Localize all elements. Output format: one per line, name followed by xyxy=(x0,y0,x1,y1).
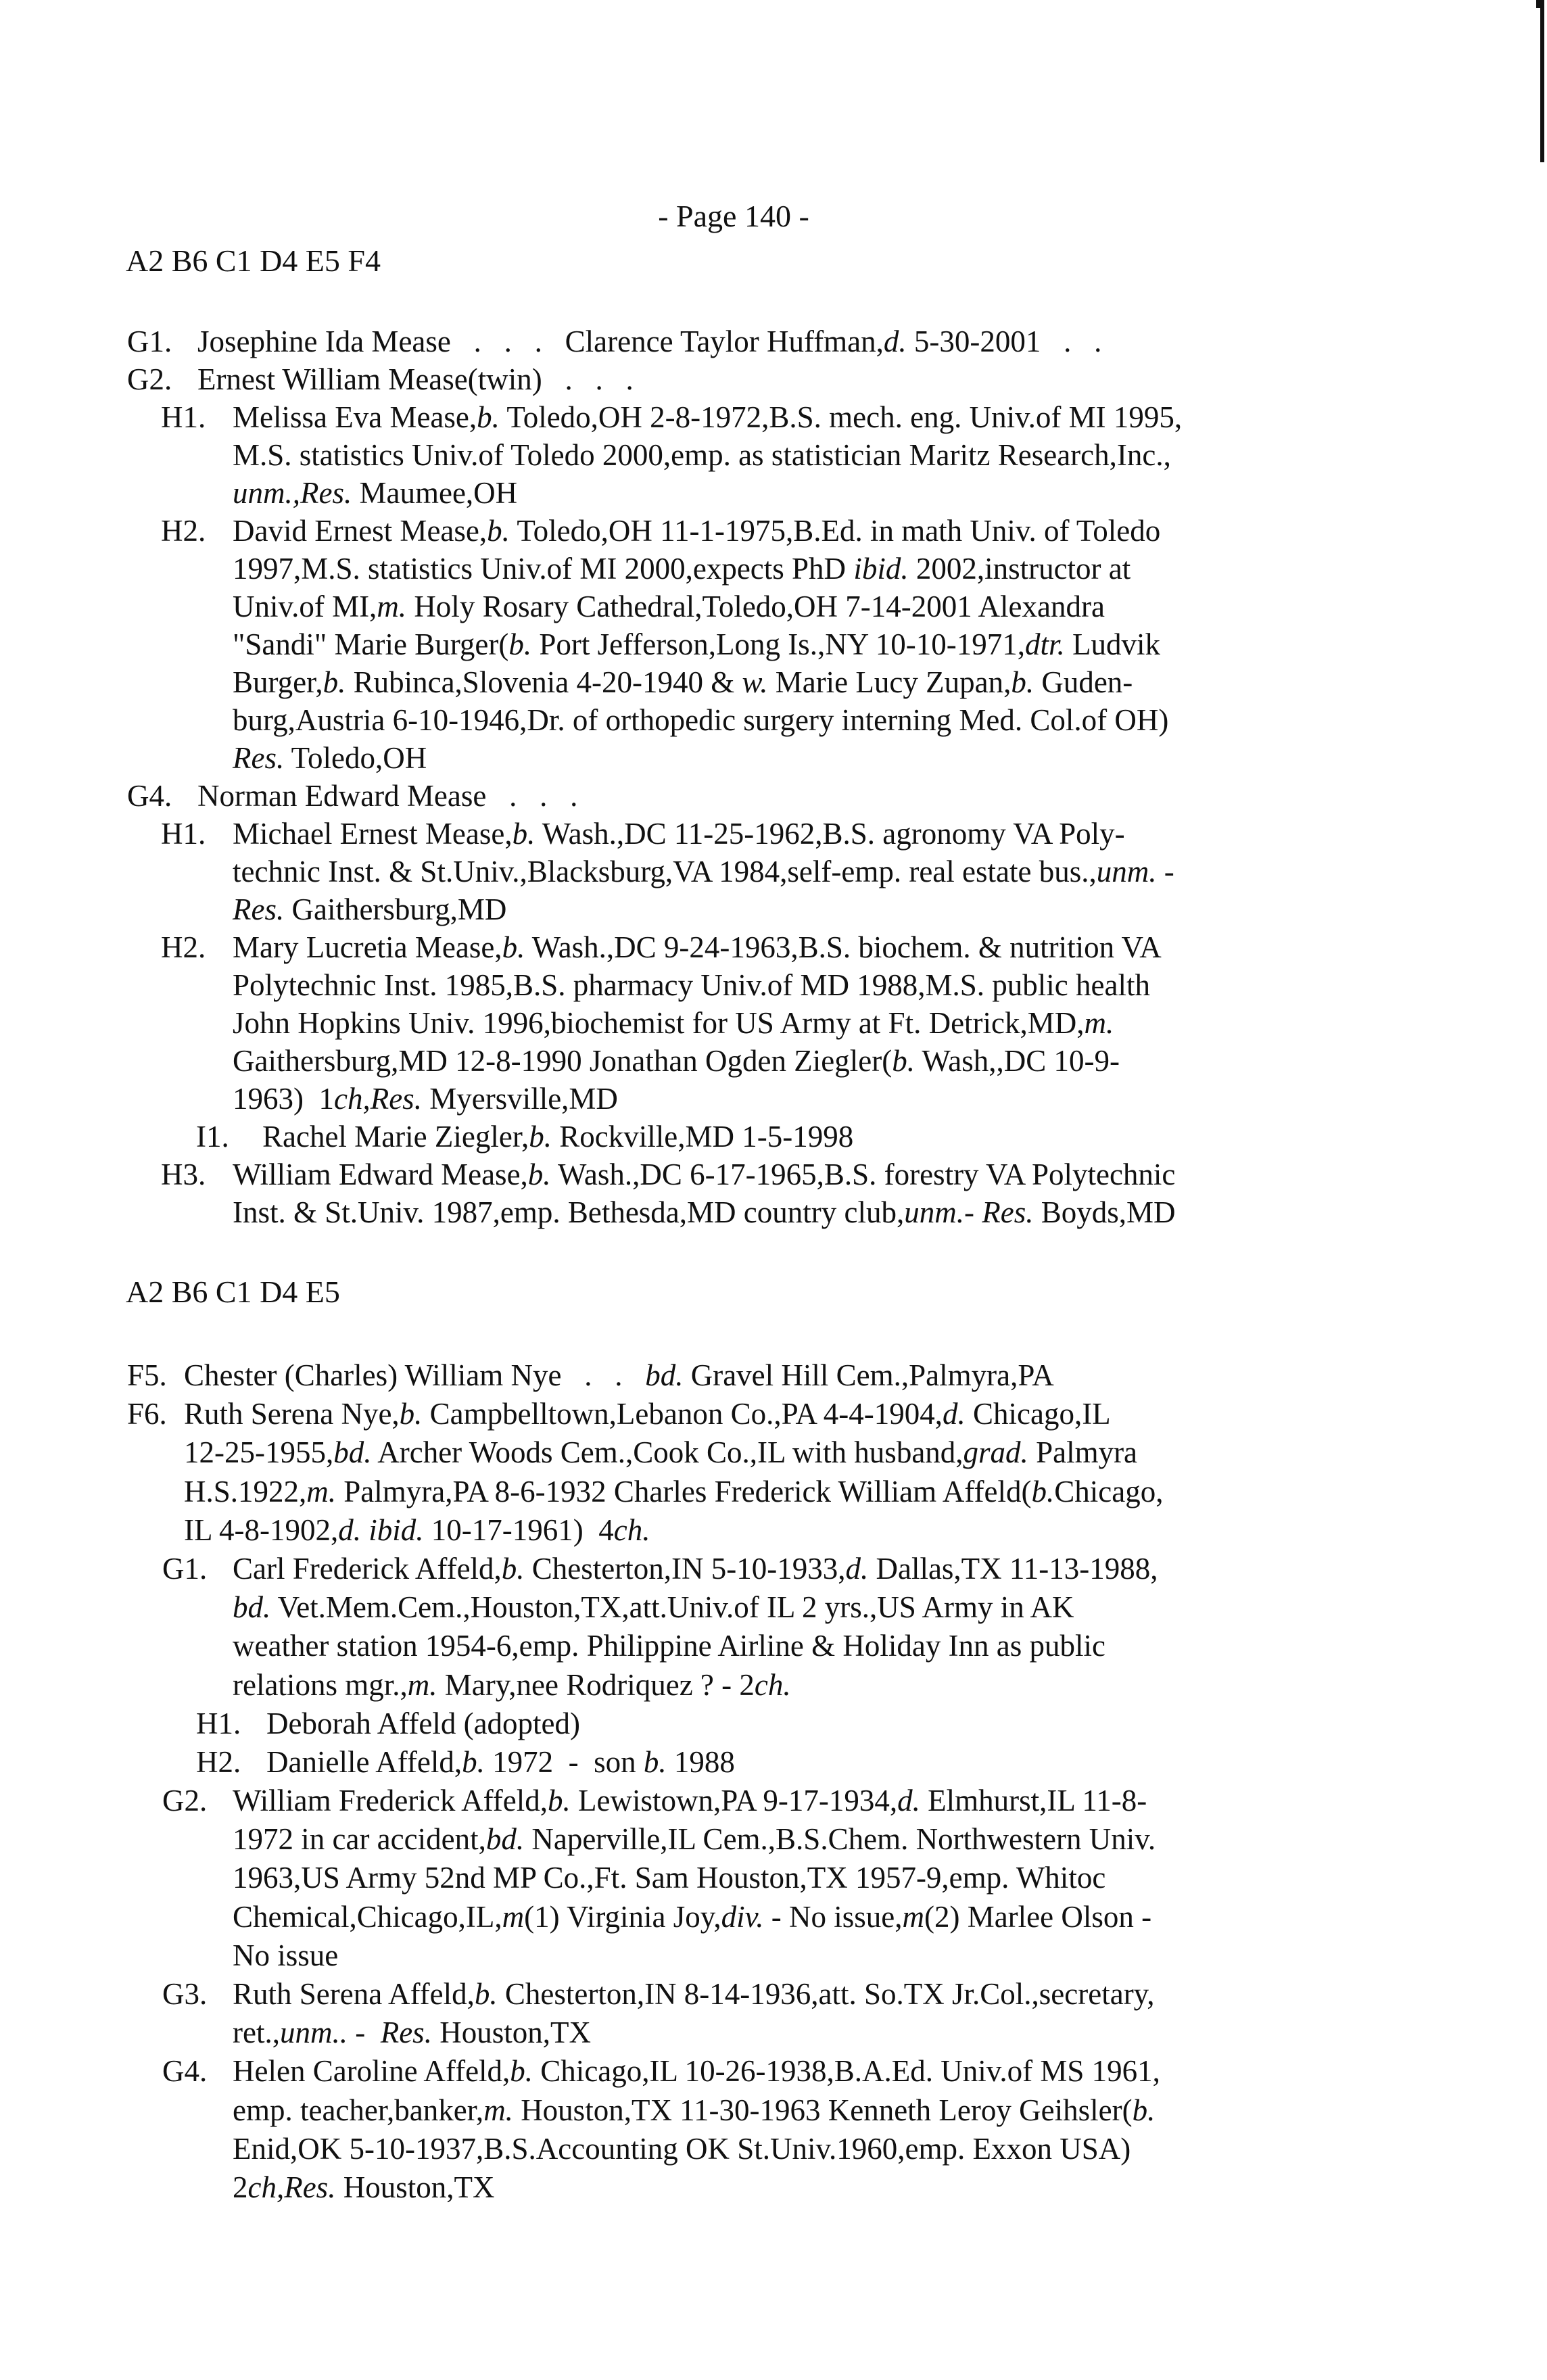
entry-line xyxy=(0,815,1547,853)
text-segment: Maumee,OH xyxy=(352,476,518,510)
italic-abbreviation: bd. xyxy=(645,1358,684,1392)
entry-continuation-line xyxy=(0,625,1547,663)
text-segment: Michael Ernest Mease, xyxy=(233,817,513,851)
entry-text xyxy=(233,2130,1130,2168)
leader-dots: . . xyxy=(1041,325,1102,358)
text-segment: Port Jefferson,Long Is.,NY 10-10-1971, xyxy=(531,627,1025,661)
text-segment: Wash.,DC 11-25-1962,B.S. agronomy VA Poly- xyxy=(535,817,1125,851)
italic-abbreviation: b. xyxy=(399,1397,423,1431)
text-segment: Gravel Hill Cem.,Palmyra,PA xyxy=(683,1358,1054,1392)
lineage-header-1: A2 B6 C1 D4 E5 F4 xyxy=(126,243,381,278)
entry-label: H2. xyxy=(161,930,206,964)
italic-abbreviation: b. xyxy=(529,1120,552,1153)
text-segment: relations mgr., xyxy=(233,1667,408,1702)
italic-abbreviation: Res. xyxy=(233,741,285,775)
entry-label: H1. xyxy=(161,400,206,434)
entry-text xyxy=(233,2052,1160,2091)
text-segment: Gaithersburg,MD 12-8-1990 Jonathan Ogden Ziegler( xyxy=(233,1044,892,1078)
italic-abbreviation: b. xyxy=(501,1551,525,1586)
text-segment: - xyxy=(963,1195,982,1229)
entry-continuation-line xyxy=(0,2168,1547,2207)
italic-abbreviation: d. xyxy=(942,1397,966,1431)
genealogy-section-2 xyxy=(0,1356,1547,2207)
text-segment: Danielle Affeld, xyxy=(266,1744,462,1779)
italic-abbreviation: b. xyxy=(547,1784,571,1818)
italic-abbreviation: grad. xyxy=(963,1435,1028,1470)
text-segment: 1997,M.S. statistics Univ.of MI 2000,expects PhD xyxy=(233,552,854,586)
entry-line xyxy=(0,1743,1547,1782)
entry-text xyxy=(233,966,1150,1004)
text-segment: Toledo,OH xyxy=(284,741,427,775)
text-segment: Deborah Affeld (adopted) xyxy=(266,1706,580,1740)
italic-abbreviation: m xyxy=(502,1899,525,1934)
entry-text xyxy=(233,1627,1105,1665)
italic-abbreviation: b. xyxy=(892,1044,915,1078)
text-segment: Toledo,OH 2-8-1972,B.S. mech. eng. Univ.of MI 1995, xyxy=(499,400,1183,434)
entry-text xyxy=(184,1473,1163,1511)
text-segment: Ludvik xyxy=(1064,627,1161,661)
italic-abbreviation: Res. xyxy=(982,1195,1034,1229)
text-segment: Enid,OK 5-10-1937,B.S.Accounting OK St.Univ.1960,emp. Exxon USA) xyxy=(233,2131,1131,2166)
entry-label: F6. xyxy=(127,1397,167,1431)
text-segment: 5-30-2001 xyxy=(906,325,1041,358)
entry-line xyxy=(0,1550,1547,1588)
entry-continuation-line xyxy=(0,853,1547,890)
text-segment: Melissa Eva Mease, xyxy=(233,400,477,434)
italic-abbreviation: div. xyxy=(721,1899,764,1934)
italic-abbreviation: ch,Res. xyxy=(334,1082,422,1116)
text-segment: Dallas,TX 11-13-1988, xyxy=(868,1551,1158,1586)
entry-text xyxy=(233,2168,494,2207)
entry-line xyxy=(0,777,1547,815)
text-segment: weather station 1954-6,emp. Philippine Airline & Holiday Inn as public xyxy=(233,1629,1106,1663)
italic-abbreviation: bd. xyxy=(233,1590,271,1625)
entry-text xyxy=(233,815,1125,853)
entry-continuation-line xyxy=(0,2091,1547,2130)
text-segment: - xyxy=(1156,855,1174,888)
italic-abbreviation: m. xyxy=(407,1667,437,1702)
text-segment: - xyxy=(347,2016,381,2050)
text-segment: Wash.,DC 6-17-1965,B.S. forestry VA Polytechnic xyxy=(550,1158,1176,1191)
entry-text xyxy=(233,1975,1155,2014)
italic-abbreviation: bd. xyxy=(333,1435,372,1470)
text-segment: Mary,nee Rodriquez ? - 2 xyxy=(437,1667,755,1702)
leader-dots: . . . xyxy=(486,779,578,813)
italic-abbreviation: b. xyxy=(462,1744,485,1779)
text-segment: Josephine Ida Mease xyxy=(197,325,451,358)
entry-text xyxy=(262,1118,853,1156)
page-number: - Page 140 - xyxy=(658,199,809,233)
entry-text xyxy=(233,890,506,928)
entry-continuation-line xyxy=(0,1004,1547,1042)
text-segment: 1988 xyxy=(666,1744,735,1779)
entry-line xyxy=(0,323,1547,360)
entry-line xyxy=(0,1118,1547,1156)
text-segment: Chemical,Chicago,IL, xyxy=(233,1899,502,1934)
text-segment: Chicago, xyxy=(1054,1474,1164,1508)
entry-line xyxy=(0,1705,1547,1743)
entry-continuation-line xyxy=(0,474,1547,512)
entry-continuation-line xyxy=(0,1433,1547,1472)
italic-abbreviation: b. xyxy=(487,514,510,548)
entry-label: H1. xyxy=(196,1706,241,1740)
entry-text xyxy=(233,853,1174,890)
text-segment: William Edward Mease, xyxy=(233,1158,528,1191)
entry-continuation-line xyxy=(0,663,1547,701)
italic-abbreviation: w. xyxy=(742,665,768,699)
text-segment: Houston,TX xyxy=(431,2016,591,2050)
entry-continuation-line xyxy=(0,1898,1547,1936)
text-segment: Inst. & St.Univ. 1987,emp. Bethesda,MD country club, xyxy=(233,1195,905,1229)
text-segment: 2 xyxy=(233,2170,248,2204)
text-segment: Rockville,MD 1-5-1998 xyxy=(552,1120,854,1153)
text-segment: Ernest William Mease(twin) xyxy=(197,362,542,396)
text-segment: "Sandi" Marie Burger( xyxy=(233,627,509,661)
text-segment: Holy Rosary Cathedral,Toledo,OH 7-14-2001 Alexandra xyxy=(406,590,1105,623)
leader-dots: . . . xyxy=(542,362,634,396)
entry-continuation-line xyxy=(0,1588,1547,1627)
entry-label: I1. xyxy=(196,1120,229,1153)
italic-abbreviation: Res. xyxy=(233,892,285,926)
entry-label: H2. xyxy=(161,514,206,548)
entry-continuation-line xyxy=(0,1627,1547,1665)
text-segment: Elmhurst,IL 11-8- xyxy=(920,1784,1147,1818)
text-segment: Chester (Charles) William Nye xyxy=(184,1358,562,1392)
entry-continuation-line xyxy=(0,1511,1547,1550)
text-segment: (1) Virginia Joy, xyxy=(524,1899,721,1934)
scan-edge-line xyxy=(1540,0,1544,162)
entry-line xyxy=(0,928,1547,966)
text-segment: Marie Lucy Zupan, xyxy=(767,665,1012,699)
text-segment: Toledo,OH 11-1-1975,B.Ed. in math Univ. of Toledo xyxy=(509,514,1161,548)
entry-continuation-line xyxy=(0,2130,1547,2168)
text-segment: 1963,US Army 52nd MP Co.,Ft. Sam Houston,TX 1957-9,emp. Whitoc xyxy=(233,1861,1106,1895)
italic-abbreviation: d. xyxy=(845,1551,869,1586)
entry-label: G4. xyxy=(162,2054,208,2089)
italic-abbreviation: b. xyxy=(1031,1474,1055,1508)
italic-abbreviation: m. xyxy=(306,1474,337,1508)
italic-abbreviation: dtr. xyxy=(1025,627,1065,661)
italic-abbreviation: unm. xyxy=(904,1195,964,1229)
text-segment: ret., xyxy=(233,2016,280,2050)
entry-continuation-line xyxy=(0,1042,1547,1080)
entry-text xyxy=(266,1743,735,1782)
italic-abbreviation: d. xyxy=(883,325,907,358)
text-segment: Mary Lucretia Mease, xyxy=(233,930,502,964)
entry-continuation-line xyxy=(0,966,1547,1004)
entry-line xyxy=(0,1156,1547,1193)
entry-text xyxy=(233,701,1168,739)
italic-abbreviation: b. xyxy=(1011,665,1034,699)
entry-line xyxy=(0,1975,1547,2014)
entry-text xyxy=(233,1588,1074,1627)
text-segment: Helen Caroline Affeld, xyxy=(233,2054,510,2089)
entry-label: G4. xyxy=(127,779,172,813)
entry-text xyxy=(197,777,577,815)
entry-text xyxy=(233,1898,1151,1936)
italic-abbreviation: b. xyxy=(508,627,532,661)
entry-text xyxy=(197,360,634,398)
text-segment: Polytechnic Inst. 1985,B.S. pharmacy Univ.of MD 1988,M.S. public health xyxy=(233,968,1150,1002)
italic-abbreviation: ch. xyxy=(754,1667,791,1702)
italic-abbreviation: b. xyxy=(323,665,346,699)
text-segment: 2002,instructor at xyxy=(908,552,1131,586)
entry-label: F5. xyxy=(127,1358,167,1392)
text-segment: Campbelltown,Lebanon Co.,PA 4-4-1904, xyxy=(422,1397,943,1431)
text-segment: Chesterton,IN 5-10-1933, xyxy=(524,1551,846,1586)
entry-text xyxy=(233,1042,1120,1080)
entry-text xyxy=(184,1356,1054,1395)
text-segment: Naperville,IL Cem.,B.S.Chem. Northwestern Univ. xyxy=(524,1822,1156,1857)
entry-label: G3. xyxy=(162,1977,208,2011)
italic-abbreviation: d. xyxy=(897,1784,920,1818)
entry-text xyxy=(233,1782,1147,1820)
text-segment: 12-25-1955, xyxy=(184,1435,334,1470)
entry-line xyxy=(0,360,1547,398)
entry-text xyxy=(233,663,1133,701)
text-segment: Myersville,MD xyxy=(421,1082,618,1116)
text-segment: H.S.1922, xyxy=(184,1474,307,1508)
entry-continuation-line xyxy=(0,1193,1547,1231)
italic-abbreviation: ch. xyxy=(613,1513,650,1547)
entry-label: G1. xyxy=(162,1551,208,1586)
entry-text xyxy=(197,323,1101,360)
text-segment: Burger, xyxy=(233,665,323,699)
text-segment: William Frederick Affeld, xyxy=(233,1784,548,1818)
text-segment: Houston,TX xyxy=(335,2170,495,2204)
text-segment: Univ.of MI, xyxy=(233,590,377,623)
text-segment: Clarence Taylor Huffman, xyxy=(565,325,884,358)
text-segment: Vet.Mem.Cem.,Houston,TX,att.Univ.of IL 2 yrs.,US Army in AK xyxy=(270,1590,1074,1625)
entry-continuation-line xyxy=(0,739,1547,777)
italic-abbreviation: b. xyxy=(502,930,525,964)
text-segment: M.S. statistics Univ.of Toledo 2000,emp. as statistician Maritz Research,Inc., xyxy=(233,438,1171,472)
italic-abbreviation: Res. xyxy=(380,2016,432,2050)
text-segment: (2) Marlee Olson - xyxy=(924,1899,1152,1934)
entry-label: G1. xyxy=(127,325,172,358)
text-segment: Gaithersburg,MD xyxy=(284,892,507,926)
text-segment: Wash.,DC 9-24-1963,B.S. biochem. & nutrition VA xyxy=(525,930,1162,964)
text-segment: Guden- xyxy=(1034,665,1133,699)
entry-continuation-line xyxy=(0,1666,1547,1705)
entry-text xyxy=(233,1550,1158,1588)
text-segment: Wash,,DC 10-9- xyxy=(914,1044,1120,1078)
text-segment: technic Inst. & St.Univ.,Blacksburg,VA 1984,self-emp. real estate bus., xyxy=(233,855,1097,888)
entry-text xyxy=(233,550,1130,588)
text-segment: Ruth Serena Affeld, xyxy=(233,1977,475,2011)
lineage-header-2: A2 B6 C1 D4 E5 xyxy=(126,1275,340,1309)
text-segment: Palmyra,PA 8-6-1932 Charles Frederick William Affeld( xyxy=(336,1474,1032,1508)
italic-abbreviation: unm.,Res. xyxy=(233,476,352,510)
italic-abbreviation: unm.. xyxy=(279,2016,348,2050)
text-segment: - No issue, xyxy=(763,1899,903,1934)
italic-abbreviation: b. xyxy=(512,817,536,851)
entry-text xyxy=(233,512,1160,550)
entry-continuation-line xyxy=(0,550,1547,588)
entry-text xyxy=(233,1820,1156,1859)
text-segment: 10-17-1961) 4 xyxy=(423,1513,614,1547)
text-segment: 1972 - son xyxy=(484,1744,644,1779)
italic-abbreviation: m xyxy=(902,1899,924,1934)
entry-text xyxy=(233,739,427,777)
entry-line xyxy=(0,1782,1547,1820)
italic-abbreviation: b. xyxy=(1132,2093,1156,2127)
text-segment: Rachel Marie Ziegler, xyxy=(262,1120,529,1153)
text-segment: Chesterton,IN 8-14-1936,att. So.TX Jr.Col.,secretary, xyxy=(497,1977,1155,2011)
text-segment: Archer Woods Cem.,Cook Co.,IL with husband, xyxy=(371,1435,963,1470)
entry-line xyxy=(0,512,1547,550)
entry-label: H2. xyxy=(196,1744,241,1779)
leader-dots: . . xyxy=(561,1358,646,1392)
entry-text xyxy=(233,1936,338,1975)
entry-text xyxy=(184,1511,650,1550)
entry-continuation-line xyxy=(0,2014,1547,2052)
entry-text xyxy=(233,928,1162,966)
italic-abbreviation: b. xyxy=(477,400,500,434)
entry-text xyxy=(233,1156,1175,1193)
entry-label: H1. xyxy=(161,817,206,851)
text-segment: 1963) 1 xyxy=(233,1082,334,1116)
entry-text xyxy=(233,1666,791,1705)
text-segment: Houston,TX 11-30-1963 Kenneth Leroy Geihsler( xyxy=(513,2093,1133,2127)
entry-text xyxy=(184,1433,1137,1472)
text-segment: John Hopkins Univ. 1996,biochemist for US Army at Ft. Detrick,MD, xyxy=(233,1006,1085,1040)
text-segment: Rubinca,Slovenia 4-20-1940 & xyxy=(346,665,742,699)
text-segment: 1972 in car accident, xyxy=(233,1822,486,1857)
text-segment: emp. teacher,banker, xyxy=(233,2093,484,2127)
italic-abbreviation: d. ibid. xyxy=(338,1513,424,1547)
entry-text xyxy=(233,625,1160,663)
italic-abbreviation: b. xyxy=(643,1744,667,1779)
text-segment: No issue xyxy=(233,1938,339,1972)
entry-continuation-line xyxy=(0,1080,1547,1118)
entry-text xyxy=(233,588,1105,625)
entry-continuation-line xyxy=(0,1936,1547,1975)
entry-text xyxy=(233,2091,1155,2130)
entry-text xyxy=(233,1859,1105,1897)
entry-text xyxy=(233,1193,1176,1231)
italic-abbreviation: ibid. xyxy=(853,552,909,586)
entry-text xyxy=(233,1080,618,1118)
entry-text xyxy=(184,1395,1111,1433)
entry-continuation-line xyxy=(0,1820,1547,1859)
italic-abbreviation: unm. xyxy=(1096,855,1157,888)
entry-line xyxy=(0,398,1547,436)
entry-line xyxy=(0,1395,1547,1433)
genealogy-section-1 xyxy=(0,323,1547,1231)
entry-text xyxy=(233,1004,1114,1042)
text-segment: burg,Austria 6-10-1946,Dr. of orthopedic surgery interning Med. Col.of OH) xyxy=(233,703,1169,737)
entry-text xyxy=(233,398,1182,436)
text-segment: Lewistown,PA 9-17-1934, xyxy=(570,1784,898,1818)
entry-line xyxy=(0,1356,1547,1395)
text-segment: Chicago,IL 10-26-1938,B.A.Ed. Univ.of MS 1961, xyxy=(533,2054,1160,2089)
entry-label: G2. xyxy=(127,362,172,396)
text-segment: Palmyra xyxy=(1028,1435,1138,1470)
entry-text xyxy=(266,1705,580,1743)
entry-continuation-line xyxy=(0,436,1547,474)
italic-abbreviation: b. xyxy=(474,1977,498,2011)
italic-abbreviation: m. xyxy=(483,2093,513,2127)
entry-text xyxy=(233,436,1171,474)
entry-continuation-line xyxy=(0,701,1547,739)
entry-continuation-line xyxy=(0,1859,1547,1897)
italic-abbreviation: m. xyxy=(1084,1006,1114,1040)
entry-line xyxy=(0,2052,1547,2091)
text-segment: David Ernest Mease, xyxy=(233,514,487,548)
entry-continuation-line xyxy=(0,890,1547,928)
italic-abbreviation: b. xyxy=(510,2054,533,2089)
italic-abbreviation: m. xyxy=(377,590,407,623)
text-segment: Ruth Serena Nye, xyxy=(184,1397,400,1431)
entry-label: H3. xyxy=(161,1158,206,1191)
text-segment: IL 4-8-1902, xyxy=(184,1513,339,1547)
entry-text xyxy=(233,474,517,512)
leader-dots: . . . xyxy=(450,325,565,358)
text-segment: Boyds,MD xyxy=(1033,1195,1176,1229)
text-segment: Chicago,IL xyxy=(965,1397,1111,1431)
text-segment: Carl Frederick Affeld, xyxy=(233,1551,502,1586)
italic-abbreviation: bd. xyxy=(485,1822,525,1857)
entry-text xyxy=(233,2014,591,2052)
text-segment: Norman Edward Mease xyxy=(197,779,487,813)
entry-continuation-line xyxy=(0,588,1547,625)
entry-continuation-line xyxy=(0,1473,1547,1511)
entry-label: G2. xyxy=(162,1784,208,1818)
italic-abbreviation: b. xyxy=(527,1158,551,1191)
italic-abbreviation: ch,Res. xyxy=(247,2170,336,2204)
